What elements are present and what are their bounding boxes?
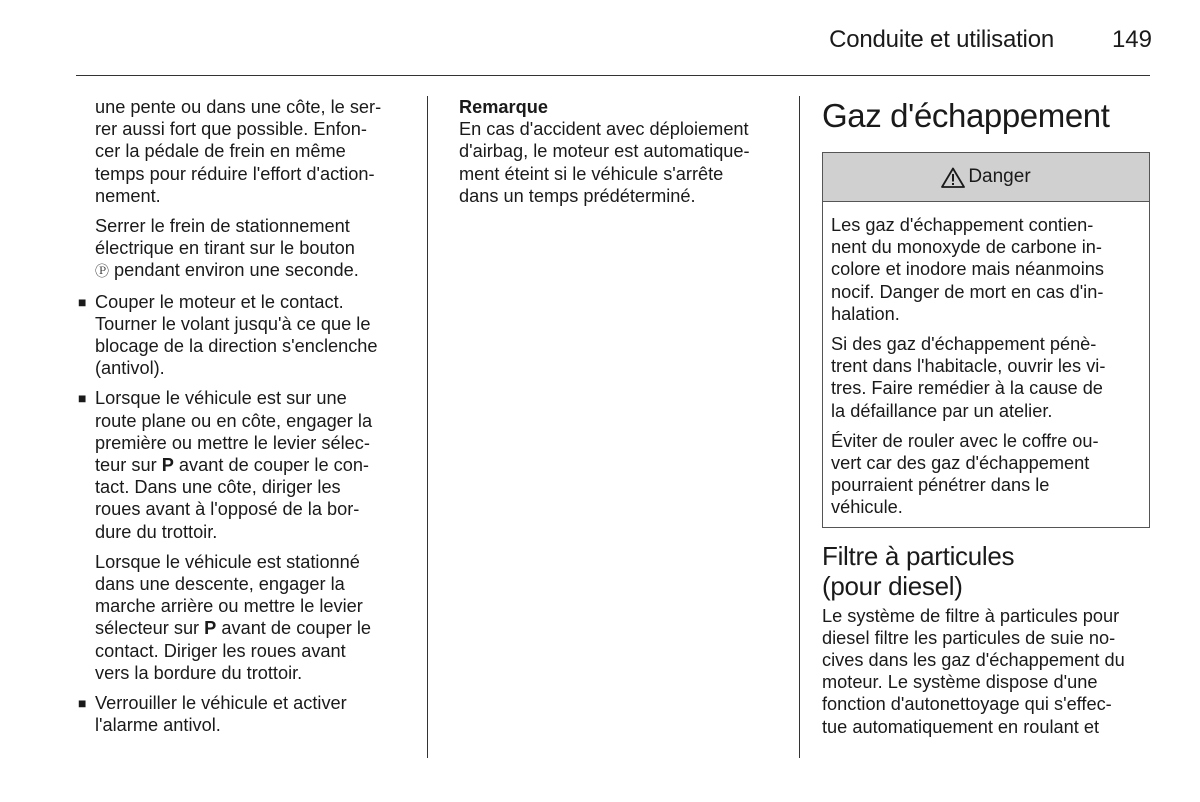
paragraph-descent: Lorsque le véhicule est stationné dans une descente, engager la marche arrière ou mettre le levier sélecteur sur P avant de couper le contact. Diriger les roues avant vers la bordure du trottoir. xyxy=(95,551,372,683)
list-item: ■ Lorsque le véhicule est sur une route plane ou en côte, engager la première ou mettre le levier sélec- teur sur P avant de couper le con- tact. Dans une côte, diriger les roues avant à l'opposé de la bor- dure du trottoir. xyxy=(78,388,373,542)
header-divider xyxy=(76,75,1150,76)
paragraph-particle-filter: Le système de filtre à particules pour diesel filtre les particules de suie no- cives dans les gaz d'échappement du moteur. Le système dispose d'une fonction d'autonettoyage qui s'effec- tue automatiquement en roulant et xyxy=(822,605,1125,737)
column-middle xyxy=(459,96,784,207)
warning-triangle-icon xyxy=(941,167,965,188)
square-bullet-icon: ■ xyxy=(78,390,87,407)
danger-header xyxy=(823,153,1149,202)
square-bullet-icon: ■ xyxy=(78,293,87,310)
danger-box xyxy=(822,152,1150,528)
danger-body: Les gaz d'échappement contien- nent du monoxyde de carbone in- colore et inodore mais néanmoins nocif. Danger de mort en cas d'in- halation. Si des gaz d'échappement pénè- trent dans l'habitacle, ouvrir les vi- tres. Faire remédier à la cause de la défaillance par un atelier. Éviter de rouler avec le coffre ou- vert car des gaz d'échappement pourraient pénétrer dans le véhicule. xyxy=(831,215,1106,518)
paragraph-parking-brake: Serrer le frein de stationnement électrique en tirant sur le bouton Ⓟ pendant environ une seconde. xyxy=(95,216,359,281)
column-left xyxy=(78,96,408,736)
list-item: ■ Verrouiller le véhicule et activer l'alarme antivol. xyxy=(78,693,347,736)
parking-brake-icon: Ⓟ xyxy=(95,263,109,280)
column-divider-1 xyxy=(427,96,428,758)
list-item: ■ Couper le moteur et le contact. Tourner le volant jusqu'à ce que le blocage de la direction s'enclenche (antivol). xyxy=(78,291,378,379)
section-title: Conduite et utilisation xyxy=(829,26,1054,53)
square-bullet-icon: ■ xyxy=(78,695,87,712)
subsection-heading: Filtre à particules (pour diesel) xyxy=(822,540,1015,601)
danger-label: Danger xyxy=(968,165,1031,187)
paragraph-slope: une pente ou dans une côte, le ser- rer aussi fort que possible. Enfon- cer la pédale de frein en même temps pour réduire l'effort d'action- nement. xyxy=(95,97,382,206)
note-title: Remarque xyxy=(459,97,548,117)
column-right xyxy=(822,96,1152,738)
note-text: En cas d'accident avec déploiement d'airbag, le moteur est automatique- ment éteint si le véhicule s'arrête dans un temps prédéterminé. xyxy=(459,119,750,206)
section-heading: Gaz d'échappement xyxy=(822,97,1110,134)
column-divider-2 xyxy=(799,96,800,758)
page-number: 149 xyxy=(1111,26,1152,53)
